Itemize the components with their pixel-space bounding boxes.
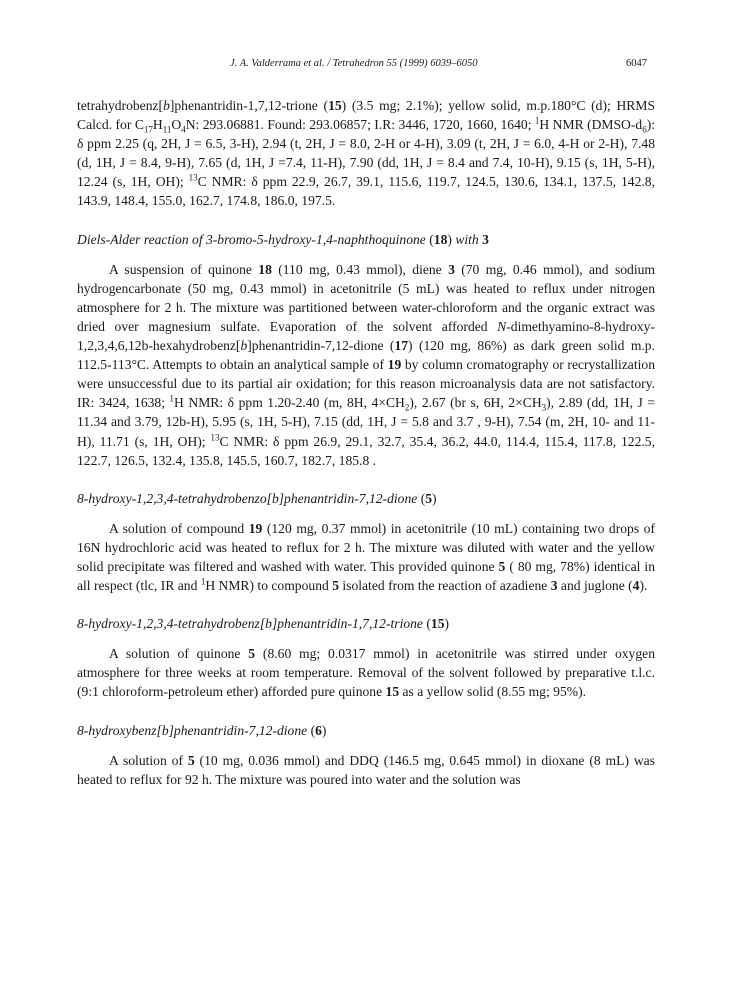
section-heading-compound-6: 8-hydroxybenz[b]phenantridin-7,12-dione (6): [77, 722, 327, 738]
page-number: 6047: [626, 58, 647, 69]
section-heading-compound-5: 8-hydroxy-1,2,3,4-tetrahydrobenzo[b]phenantridin-7,12-dione (5): [77, 490, 437, 506]
running-header: J. A. Valderrama et al. / Tetrahedron 55 (1999) 6039–6050: [230, 58, 478, 69]
paragraph-compound-5: A solution of compound 19 (120 mg, 0.37 mmol) in acetonitrile (10 mL) containing two drops of 16N hydrochloric acid was heated to reflux for 2 h. The mixture was diluted with water and the yellow solid precipitate was filtered and washed with water. This provided quinone 5 ( 80 mg, 78%) identical in all respect (tlc, IR and $^1$H NMR) to compound 5 isolated from the reaction of azadiene 3 and juglone (4).: [77, 520, 656, 594]
article-body: [77, 96, 655, 789]
paragraph-compound-15: A solution of quinone 5 (8.60 mg; 0.0317 mmol) in acetonitrile was stirred under oxygen atmosphere for three weeks at room temperature. Removal of the solvent followed by preparative t.l.c. (9:1 chloroform-petroleum ether) afforded pure quinone 15 as a yellow solid (8.55 mg; 95%).: [77, 646, 655, 700]
paragraph-compound-6: A solution of 5 (10 mg, 0.036 mmol) and DDQ (146.5 mg, 0.645 mmol) in dioxane (8 mL) was heated to reflux for 92 h. The mixture was poured into water and the solution was: [77, 752, 655, 787]
paragraph-15-data: tetrahydrobenz[b]phenantridin-1,7,12-trione (15) (3.5 mg; 2.1%); yellow solid, m.p.180°C (d); HRMS Calcd. for $C_{17}H_{11}O_4N$: 293.06881. Found: 293.06857; I.R: 3446, 1720, 1660, 1640; $^1$H NMR $(DMSO-d_6)$: δ ppm 2.25 (q, 2H, J = 6.5, 3-H), 2.94 (t, 2H, J = 8.0, 2-H or 4-H), 3.09 (t, 2H, J = 6.0, 4-H or 2-H), 7.48 (d, 1H, J = 8.4, 9-H), 7.65 (d, 1H, J =7.4, 11-H), 7.90 (dd, 1H, J = 8.4 and 7.4, 10-H), 9.15 (s, 1H, 5-H), 12.24 (s, 1H, OH); $^{13}$C NMR: δ ppm 22.9, 26.7, 39.1, 115.6, 119.7, 124.5, 130.6, 134.1, 137.5, 142.8, 143.9, 148.4, 155.0, 162.7, 174.8, 186.0, 197.5.: [77, 98, 656, 209]
paragraph-diels-alder: A suspension of quinone 18 (110 mg, 0.43 mmol), diene 3 (70 mg, 0.46 mmol), and sodium hydrogencarbonate (50 mg, 0.43 mmol) in acetonitrile (5 mL) was heated to reflux under nitrogen atmosphere for 2 h. The mixture was partitioned between water-chloroform and the organic extract was dried over magnesium sulfate. Evaporation of the solvent afforded N-dimethyamino-8-hydroxy-1,2,3,4,6,12b-hexahydrobenz[b]phenantridin-7,12-dione (17) (120 mg, 86%) as dark green solid m.p. 112.5-113°C. Attempts to obtain an analytical sample of 19 by column cromatography or recrystallization were unsuccessful due to its partial air oxidation; for this reason microanalysis data are not satisfactory. IR: 3424, 1638; $^1$H NMR: δ ppm 1.20-2.40 (m, 8H, $4\times CH_2$), 2.67 (br s, 6H, $2\times CH_3$), 2.89 (dd, 1H, J = 11.34 and 3.79, 12b-H), 5.95 (s, 1H, 5-H), 7.15 (dd, 1H, J = 5.8 and 3.7 , 9-H), 7.54 (m, 2H, 10- and 11-H), 11.71 (s, 1H, OH); $^{13}$C NMR: δ ppm 26.9, 29.1, 32.7, 35.4, 36.2, 44.0, 114.4, 115.4, 117.8, 122.5, 122.7, 126.5, 132.4, 135.8, 145.5, 160.7, 182.7, 185.8 .: [77, 261, 656, 468]
section-heading-diels-alder: Diels-Alder reaction of 3-bromo-5-hydroxy-1,4-naphthoquinone (18) with 3: [77, 231, 489, 247]
page-header: [0, 58, 731, 74]
section-heading-compound-15: 8-hydroxy-1,2,3,4-tetrahydrobenz[b]phenantridin-1,7,12-trione (15): [77, 616, 450, 632]
